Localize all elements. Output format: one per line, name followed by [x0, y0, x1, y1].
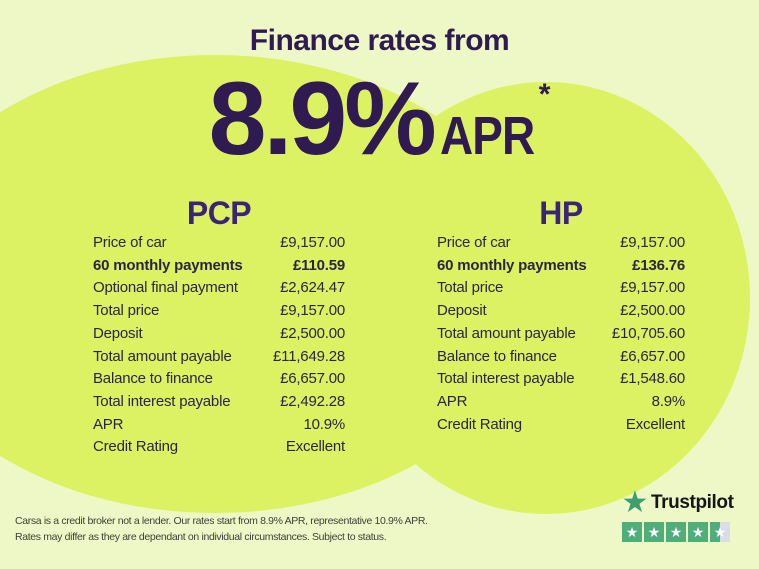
finance-row-label: Credit Rating: [93, 438, 178, 456]
trustpilot-star-box: [710, 522, 730, 542]
trustpilot-brand-text: Trustpilot: [651, 492, 734, 513]
finance-row-label: APR: [437, 392, 468, 410]
finance-row-value: £9,157.00: [280, 234, 345, 251]
finance-row: [437, 300, 685, 323]
trustpilot-star-box: [644, 522, 664, 542]
star-icon: ★: [647, 524, 661, 540]
finance-row: [93, 346, 345, 369]
finance-row-label: Total amount payable: [437, 324, 576, 342]
finance-row-value: £6,657.00: [620, 347, 685, 365]
finance-row-label: Balance to finance: [437, 347, 557, 365]
disclaimer-text: [15, 514, 465, 545]
finance-row-label: Price of car: [437, 234, 511, 251]
headline-rate: [0, 52, 759, 177]
finance-row: [93, 391, 345, 414]
finance-row-value: Excellent: [285, 438, 345, 456]
finance-row: [437, 323, 685, 346]
finance-row: [93, 277, 345, 300]
finance-row-label: Optional final payment: [93, 279, 238, 297]
finance-row: [437, 368, 685, 391]
finance-row: [437, 277, 685, 300]
pcp-heading: PCP: [186, 195, 252, 231]
finance-row: [93, 232, 345, 255]
finance-row-value: £2,500.00: [280, 324, 345, 342]
finance-row: [437, 346, 685, 369]
finance-row-value: £9,157.00: [620, 279, 685, 297]
finance-row-label: Deposit: [437, 302, 487, 320]
finance-row-label: Deposit: [93, 324, 143, 342]
finance-row-label: Total price: [437, 279, 504, 297]
trustpilot-badge: [620, 488, 752, 542]
finance-row-value: £10,705.60: [611, 324, 685, 342]
star-icon: ★: [669, 524, 683, 540]
finance-row-value: £136.76: [632, 256, 685, 274]
hp-table: [437, 232, 685, 436]
finance-row: [93, 414, 345, 437]
finance-row-label: Total interest payable: [437, 370, 575, 388]
finance-row-value: 8.9%: [651, 392, 685, 410]
finance-row-label: Balance to finance: [93, 370, 213, 388]
finance-row: [437, 232, 685, 255]
trustpilot-logo-row: [620, 488, 752, 518]
star-icon: ★: [625, 524, 639, 540]
finance-row-label: Credit Rating: [437, 415, 522, 433]
finance-row: [93, 255, 345, 278]
finance-row-label: Total price: [93, 302, 160, 320]
rate-asterisk: *: [538, 78, 551, 111]
finance-row-value: 10.9%: [303, 415, 345, 433]
finance-row: [93, 368, 345, 391]
finance-row-value: £9,157.00: [620, 234, 685, 251]
trustpilot-star-box: [688, 522, 708, 542]
finance-row-value: £9,157.00: [280, 302, 345, 320]
finance-row-value: Excellent: [625, 415, 685, 433]
finance-row: [93, 300, 345, 323]
finance-row: [93, 436, 345, 459]
finance-row-label: 60 monthly payments: [93, 256, 243, 274]
rate-value: 8.9%: [208, 60, 434, 177]
trustpilot-star-box: [622, 522, 642, 542]
rate-suffix: APR: [439, 105, 535, 166]
finance-row-value: £110.59: [293, 256, 345, 274]
finance-row: [437, 391, 685, 414]
finance-row-value: £6,657.00: [280, 370, 345, 388]
disclaimer-line-2: Rates may differ as they are dependant on individual circumstances. Subject to status.: [15, 530, 387, 543]
finance-row-label: Total amount payable: [93, 347, 232, 365]
finance-row: [93, 323, 345, 346]
finance-row-value: £2,492.28: [280, 392, 345, 410]
pcp-table: [93, 232, 345, 459]
finance-row-label: Price of car: [93, 234, 167, 251]
finance-row-label: APR: [93, 415, 124, 433]
trustpilot-star-logo-icon: ★: [621, 486, 649, 519]
finance-row-label: 60 monthly payments: [437, 256, 587, 274]
star-icon: ★: [691, 524, 705, 540]
finance-row-value: £2,624.47: [280, 279, 345, 297]
finance-row: [437, 255, 685, 278]
disclaimer-line-1: Carsa is a credit broker not a lender. Our rates start from 8.9% APR, representative 10.9% APR.: [15, 515, 428, 527]
hp-heading: HP: [539, 195, 583, 231]
finance-row-value: £11,649.28: [273, 347, 345, 365]
banner-title: Finance rates from: [249, 24, 510, 57]
star-icon: ★: [713, 524, 727, 540]
finance-row: [437, 414, 685, 437]
trustpilot-star-box: [666, 522, 686, 542]
finance-row-value: £1,548.60: [620, 370, 685, 388]
trustpilot-rating-stars: [622, 522, 752, 542]
finance-row-label: Total interest payable: [93, 392, 231, 410]
finance-row-value: £2,500.00: [620, 302, 685, 320]
